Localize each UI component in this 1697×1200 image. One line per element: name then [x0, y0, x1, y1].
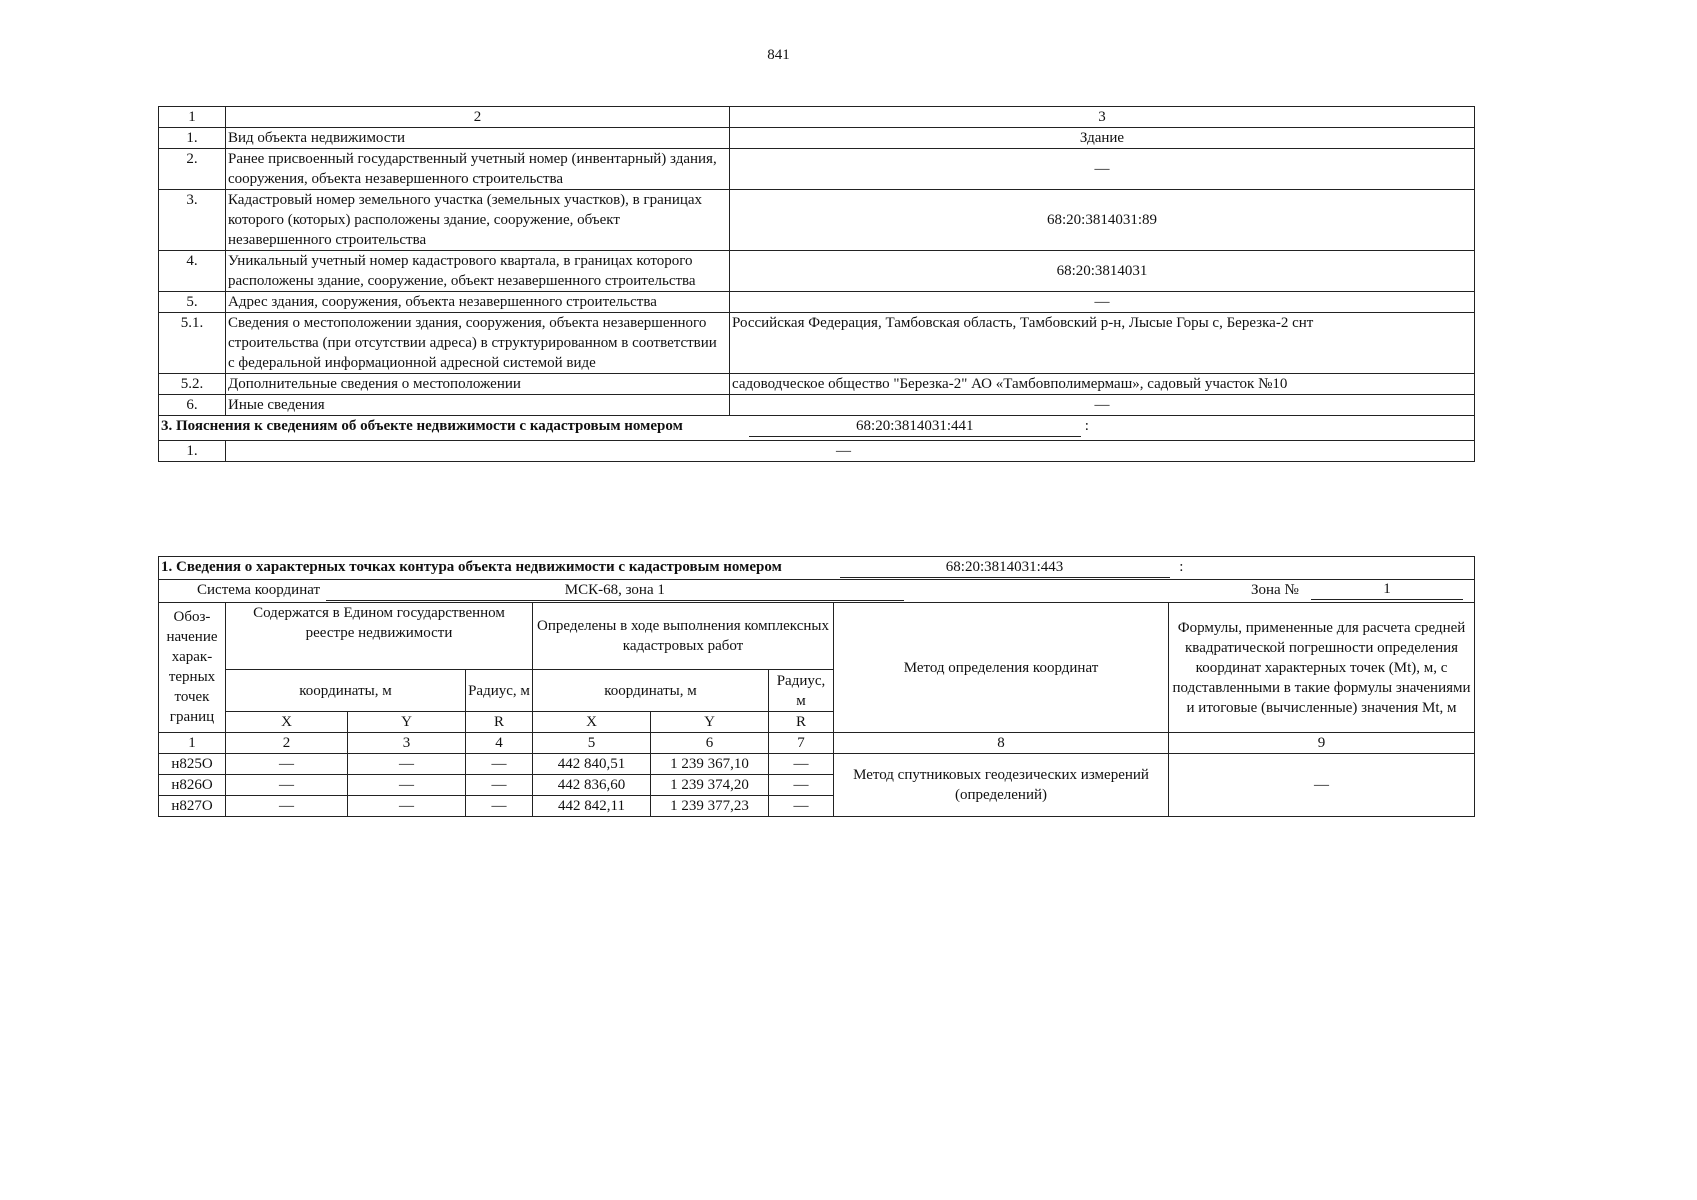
table-row: [159, 190, 1475, 251]
zone-label: Зона №: [1251, 582, 1299, 598]
points-section-title: 1. Сведения о характерных точках контура объекта недвижимости с кадастровым номером: [161, 559, 782, 575]
points-title-suffix: :: [1179, 559, 1184, 575]
coord-system-label: Система координат: [197, 582, 321, 598]
page-number: 841: [767, 47, 790, 63]
row-label: Кадастровый номер земельного участка (земельных участков), в границах которого (которых) расположены здание, сооружение, объект незавершенного строительства: [226, 190, 730, 251]
kkr-y-header: Y: [651, 712, 769, 733]
point-designation: н826О: [159, 775, 226, 796]
designation-header-text: Обоз-начение харак-терных точек границ: [166, 609, 218, 725]
point-designation: н827О: [159, 796, 226, 817]
table-row: [159, 149, 1475, 190]
kkr-y: 1 239 377,23: [651, 796, 769, 817]
col-num: 1: [159, 733, 226, 754]
row-value: —: [226, 441, 1475, 462]
egrn-x-header: X: [226, 712, 348, 733]
egrn-x: —: [226, 754, 348, 775]
col-num: 2: [226, 733, 348, 754]
egrn-header: Содержатся в Едином государственном реестре недвижимости: [226, 603, 533, 670]
row-label: Иные сведения: [226, 395, 730, 416]
method-value: Метод спутниковых геодезических измерений (определений): [834, 754, 1169, 817]
col-num: 7: [769, 733, 834, 754]
table-row: [159, 441, 1475, 462]
row-number: 6.: [159, 395, 226, 416]
table-row: [159, 292, 1475, 313]
kkr-r: —: [769, 775, 834, 796]
egrn-y-header: Y: [348, 712, 466, 733]
column-numbers-row: [159, 733, 1475, 754]
kkr-x: 442 842,11: [533, 796, 651, 817]
egrn-y: —: [348, 796, 466, 817]
egrn-r: —: [466, 754, 533, 775]
row-label: Дополнительные сведения о местоположении: [226, 374, 730, 395]
kkr-x: 442 836,60: [533, 775, 651, 796]
points-section-title-row: [159, 557, 1475, 580]
row-number: 1.: [159, 128, 226, 149]
kkr-y: 1 239 374,20: [651, 775, 769, 796]
row-label: Ранее присвоенный государственный учетный номер (инвентарный) здания, сооружения, объекта незавершенного строительства: [226, 149, 730, 190]
formulas-value: —: [1169, 754, 1475, 817]
row-value: Здание: [730, 128, 1475, 149]
egrn-r: —: [466, 775, 533, 796]
col-num: 4: [466, 733, 533, 754]
points-cadastral-number: 68:20:3814031:443: [840, 558, 1170, 578]
row-number: 5.: [159, 292, 226, 313]
row-number: 4.: [159, 251, 226, 292]
coord-system-value: МСК-68, зона 1: [326, 581, 904, 601]
kkr-header: Определены в ходе выполнения комплексных кадастровых работ: [533, 603, 834, 670]
row-value: —: [730, 292, 1475, 313]
col-number-1: 1: [159, 107, 226, 128]
row-number: 5.1.: [159, 313, 226, 374]
section3-cadastral-number: 68:20:3814031:441: [749, 417, 1081, 437]
section3-title: 3. Пояснения к сведениям об объекте недвижимости с кадастровым номером: [161, 418, 683, 434]
row-value: —: [730, 395, 1475, 416]
egrn-coords-header: координаты, м: [226, 670, 466, 712]
characteristic-points-table: [158, 556, 1475, 817]
row-value: садоводческое общество "Березка-2" АО «Тамбовполимермаш», садовый участок №10: [730, 374, 1475, 395]
egrn-x: —: [226, 796, 348, 817]
egrn-x: —: [226, 775, 348, 796]
designation-header: [159, 603, 226, 733]
kkr-r-header: R: [769, 712, 834, 733]
table-header-row: [159, 107, 1475, 128]
kkr-r: —: [769, 796, 834, 817]
table-row: [159, 128, 1475, 149]
row-number: 3.: [159, 190, 226, 251]
section3-suffix: :: [1084, 418, 1089, 434]
row-label: Вид объекта недвижимости: [226, 128, 730, 149]
kkr-coords-header: координаты, м: [533, 670, 769, 712]
kkr-x-header: X: [533, 712, 651, 733]
row-number: 1.: [159, 441, 226, 462]
row-label: Адрес здания, сооружения, объекта незавершенного строительства: [226, 292, 730, 313]
col-number-3: 3: [730, 107, 1475, 128]
table-row: [159, 313, 1475, 374]
zone-value: 1: [1311, 580, 1463, 600]
kkr-r: —: [769, 754, 834, 775]
kkr-y: 1 239 367,10: [651, 754, 769, 775]
formulas-header: Формулы, примененные для расчета средней квадратической погрешности определения координат характерных точек (Mt), м, с подставленными в такие формулы значениями и итоговые (вычисленные) значения Mt, м: [1169, 603, 1475, 733]
row-number: 2.: [159, 149, 226, 190]
table-row: [159, 374, 1475, 395]
point-designation: н825О: [159, 754, 226, 775]
table-row: [159, 251, 1475, 292]
section3-title-row: [159, 416, 1475, 441]
row-value: 68:20:3814031:89: [730, 190, 1475, 251]
table-row: [159, 754, 1475, 775]
row-label: Сведения о местоположении здания, сооружения, объекта незавершенного строительства (при отсутствии адреса) в структурированном в соответствии с федеральной информационной адресной системой виде: [226, 313, 730, 374]
row-value: Российская Федерация, Тамбовская область, Тамбовский р-н, Лысые Горы с, Березка-2 снт: [730, 313, 1475, 374]
kkr-x: 442 840,51: [533, 754, 651, 775]
egrn-r-header: R: [466, 712, 533, 733]
table-row: [159, 395, 1475, 416]
col-num: 9: [1169, 733, 1475, 754]
col-num: 3: [348, 733, 466, 754]
coord-system-row: [159, 580, 1475, 603]
col-num: 5: [533, 733, 651, 754]
row-label: Уникальный учетный номер кадастрового квартала, в границах которого расположены здание, сооружение, объект незавершенного строительства: [226, 251, 730, 292]
egrn-radius-header: Радиус, м: [466, 670, 533, 712]
kkr-radius-header: Радиус, м: [769, 670, 834, 712]
row-value: 68:20:3814031: [730, 251, 1475, 292]
egrn-y: —: [348, 754, 466, 775]
row-value: —: [730, 149, 1475, 190]
row-number: 5.2.: [159, 374, 226, 395]
col-num: 6: [651, 733, 769, 754]
col-number-2: 2: [226, 107, 730, 128]
method-header: Метод определения координат: [834, 603, 1169, 733]
egrn-y: —: [348, 775, 466, 796]
egrn-r: —: [466, 796, 533, 817]
object-info-table: [158, 106, 1475, 462]
col-num: 8: [834, 733, 1169, 754]
